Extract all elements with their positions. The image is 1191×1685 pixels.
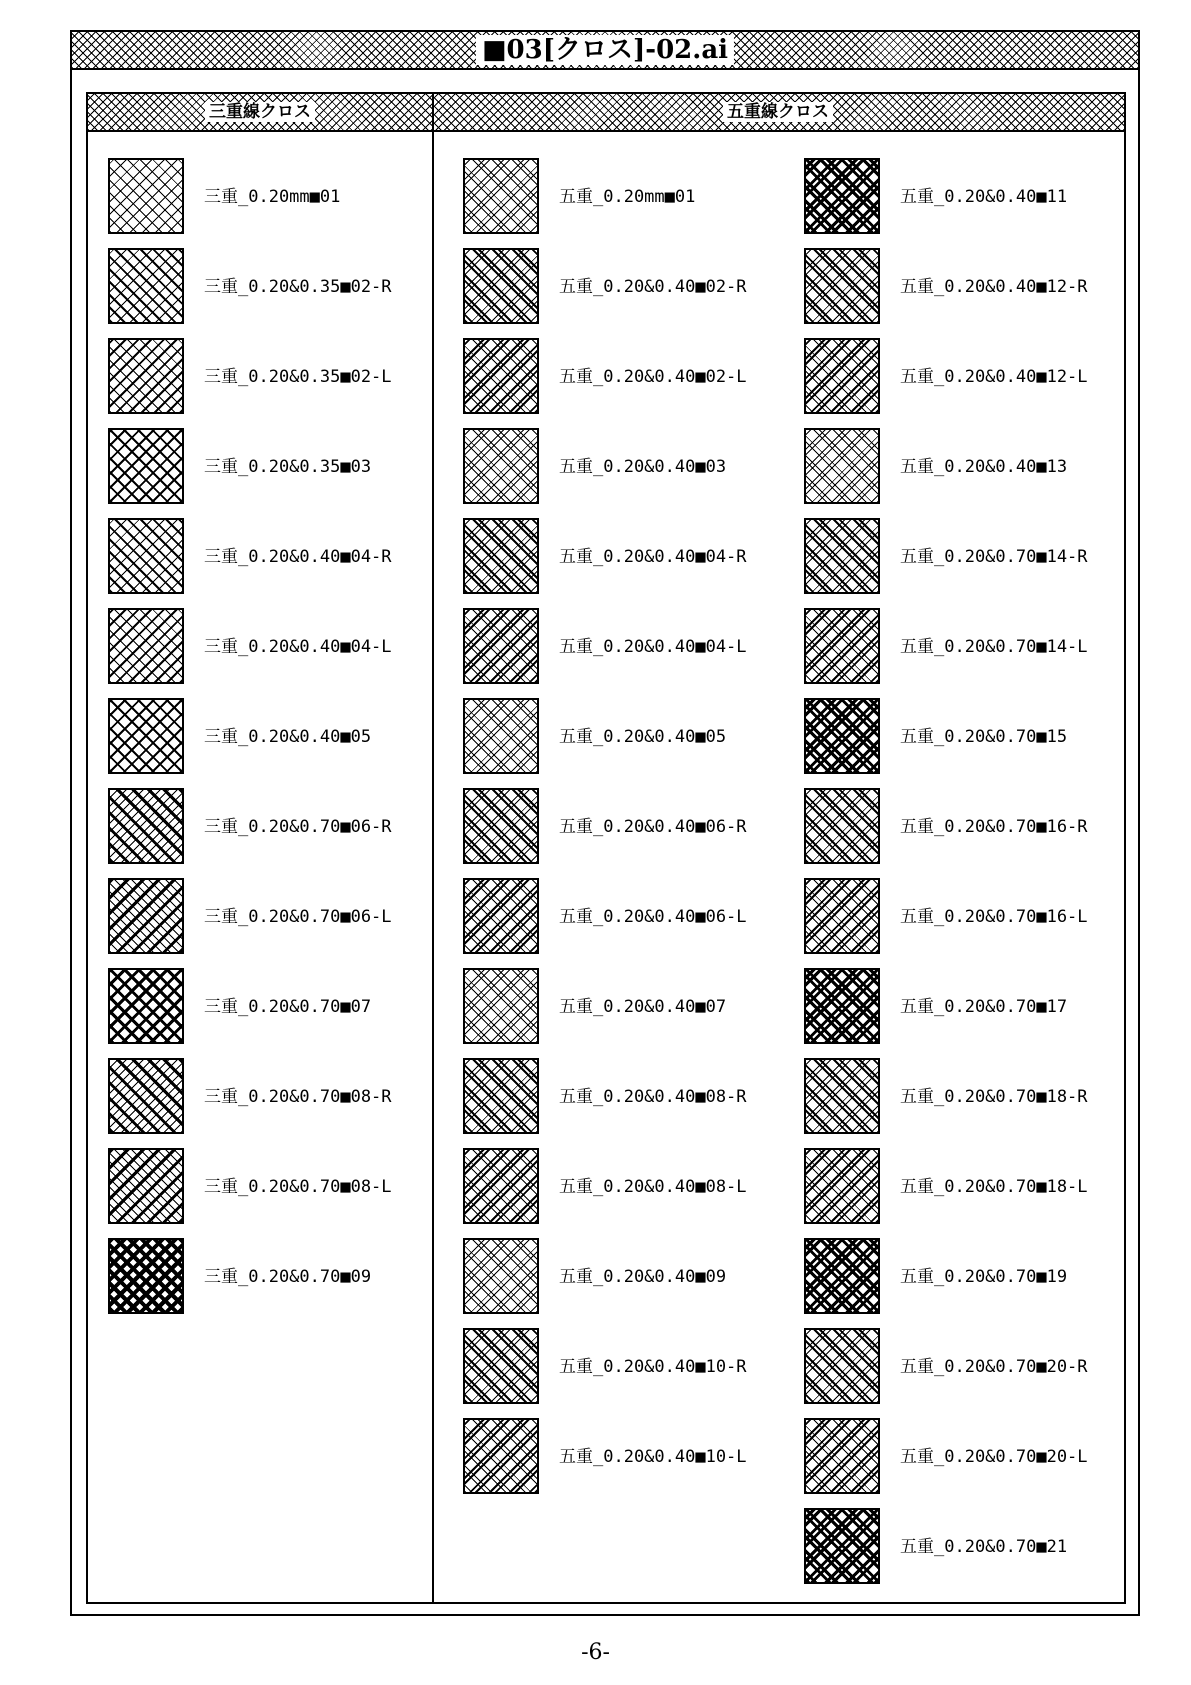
swatch-item <box>108 608 428 688</box>
swatch-item <box>804 968 1124 1048</box>
pattern-swatch <box>463 878 539 954</box>
pattern-swatch <box>463 158 539 234</box>
page-number: -6- <box>581 1640 610 1665</box>
pattern-label: 五重_0.20&0.40■10-L <box>559 1447 747 1467</box>
pattern-label: 三重_0.20&0.35■03 <box>204 457 372 477</box>
pattern-label: 五重_0.20&0.70■14-L <box>900 637 1088 657</box>
pattern-swatch <box>804 338 880 414</box>
pattern-swatch <box>463 788 539 864</box>
pattern-swatch <box>463 1058 539 1134</box>
pattern-label: 三重_0.20&0.70■07 <box>204 997 372 1017</box>
swatch-item <box>804 608 1124 688</box>
pattern-label: 五重_0.20&0.40■10-R <box>559 1357 747 1377</box>
pattern-label: 五重_0.20&0.70■17 <box>900 997 1068 1017</box>
pattern-label: 五重_0.20mm■01 <box>559 187 696 207</box>
pattern-label: 三重_0.20&0.70■09 <box>204 1267 372 1287</box>
pattern-label: 五重_0.20&0.40■02-R <box>559 277 747 297</box>
pattern-swatch <box>108 158 184 234</box>
pattern-label: 三重_0.20&0.35■02-L <box>204 367 392 387</box>
swatch-item <box>108 1058 428 1138</box>
pattern-label: 三重_0.20&0.40■04-R <box>204 547 392 567</box>
pattern-label: 五重_0.20&0.70■19 <box>900 1267 1068 1287</box>
pattern-swatch <box>463 1418 539 1494</box>
swatch-item <box>108 518 428 598</box>
document-title: ■03[クロス]-02.ai <box>476 35 734 65</box>
swatch-item <box>463 518 783 598</box>
pattern-label: 五重_0.20&0.40■04-R <box>559 547 747 567</box>
pattern-swatch <box>804 1508 880 1584</box>
swatch-item <box>804 1418 1124 1498</box>
pattern-swatch <box>108 428 184 504</box>
pattern-swatch <box>463 248 539 324</box>
pattern-label: 五重_0.20&0.40■08-L <box>559 1177 747 1197</box>
pattern-label: 五重_0.20&0.70■14-R <box>900 547 1088 567</box>
pattern-swatch <box>804 968 880 1044</box>
five-line-cross-header <box>432 94 1124 132</box>
swatch-item <box>108 1238 428 1318</box>
pattern-label: 五重_0.20&0.70■20-L <box>900 1447 1088 1467</box>
swatch-item <box>804 1058 1124 1138</box>
pattern-swatch <box>108 608 184 684</box>
swatch-item <box>108 788 428 868</box>
swatch-item <box>804 1508 1124 1588</box>
triple-line-cross-title: 三重線クロス <box>205 102 315 122</box>
pattern-label: 五重_0.20&0.40■05 <box>559 727 727 747</box>
swatch-item <box>463 1058 783 1138</box>
swatch-item <box>463 878 783 958</box>
pattern-label: 五重_0.20&0.70■16-R <box>900 817 1088 837</box>
swatch-item <box>463 1148 783 1228</box>
swatch-item <box>804 248 1124 328</box>
swatch-item <box>463 968 783 1048</box>
pattern-label: 三重_0.20&0.70■08-L <box>204 1177 392 1197</box>
pattern-swatch <box>463 698 539 774</box>
pattern-swatch <box>804 1148 880 1224</box>
pattern-label: 三重_0.20&0.70■06-L <box>204 907 392 927</box>
pattern-label: 五重_0.20&0.40■12-R <box>900 277 1088 297</box>
swatch-item <box>463 788 783 868</box>
catalog-frame <box>70 30 1140 1616</box>
pattern-swatch <box>108 698 184 774</box>
swatch-item <box>463 428 783 508</box>
swatch-item <box>463 1328 783 1408</box>
pattern-swatch <box>108 518 184 594</box>
pattern-swatch <box>463 518 539 594</box>
pattern-swatch <box>463 1148 539 1224</box>
pattern-swatch <box>463 608 539 684</box>
pattern-swatch <box>804 1238 880 1314</box>
swatch-item <box>804 1238 1124 1318</box>
pattern-swatch <box>108 338 184 414</box>
swatch-item <box>108 158 428 238</box>
pattern-swatch <box>804 698 880 774</box>
pattern-label: 三重_0.20&0.70■06-R <box>204 817 392 837</box>
swatch-item <box>108 428 428 508</box>
swatch-item <box>463 158 783 238</box>
pattern-swatch <box>463 338 539 414</box>
pattern-label: 五重_0.20&0.70■20-R <box>900 1357 1088 1377</box>
pattern-label: 五重_0.20&0.40■02-L <box>559 367 747 387</box>
pattern-label: 五重_0.20&0.40■09 <box>559 1267 727 1287</box>
pattern-swatch <box>463 1238 539 1314</box>
pattern-label: 三重_0.20&0.40■04-L <box>204 637 392 657</box>
swatch-item <box>108 1148 428 1228</box>
pattern-swatch <box>463 968 539 1044</box>
pattern-swatch <box>804 608 880 684</box>
pattern-swatch <box>804 428 880 504</box>
swatch-item <box>463 338 783 418</box>
five-line-cross-title: 五重線クロス <box>723 102 833 122</box>
pattern-swatch <box>108 788 184 864</box>
swatch-item <box>804 1328 1124 1408</box>
pattern-label: 五重_0.20&0.40■12-L <box>900 367 1088 387</box>
swatch-item <box>804 1148 1124 1228</box>
pattern-swatch <box>804 518 880 594</box>
pattern-swatch <box>463 428 539 504</box>
pattern-swatch <box>804 788 880 864</box>
pattern-label: 五重_0.20&0.70■21 <box>900 1537 1068 1557</box>
swatch-table <box>86 92 1126 1604</box>
swatch-item <box>463 608 783 688</box>
swatch-item <box>108 698 428 778</box>
pattern-label: 五重_0.20&0.70■18-L <box>900 1177 1088 1197</box>
pattern-swatch <box>108 1238 184 1314</box>
pattern-label: 五重_0.20&0.40■11 <box>900 187 1068 207</box>
swatch-item <box>804 338 1124 418</box>
pattern-label: 五重_0.20&0.40■06-R <box>559 817 747 837</box>
pattern-label: 三重_0.20mm■01 <box>204 187 341 207</box>
swatch-item <box>804 158 1124 238</box>
pattern-swatch <box>804 878 880 954</box>
pattern-swatch <box>804 1418 880 1494</box>
pattern-label: 五重_0.20&0.40■08-R <box>559 1087 747 1107</box>
pattern-label: 五重_0.20&0.40■07 <box>559 997 727 1017</box>
pattern-swatch <box>463 1328 539 1404</box>
swatch-item <box>108 968 428 1048</box>
pattern-label: 五重_0.20&0.70■18-R <box>900 1087 1088 1107</box>
swatch-item <box>108 338 428 418</box>
swatch-item <box>463 248 783 328</box>
pattern-label: 五重_0.20&0.40■13 <box>900 457 1068 477</box>
pattern-swatch <box>108 878 184 954</box>
pattern-label: 五重_0.20&0.40■03 <box>559 457 727 477</box>
pattern-label: 五重_0.20&0.70■16-L <box>900 907 1088 927</box>
swatch-item <box>463 1418 783 1498</box>
swatch-item <box>108 248 428 328</box>
swatch-item <box>463 698 783 778</box>
swatch-item <box>804 878 1124 958</box>
pattern-label: 三重_0.20&0.40■05 <box>204 727 372 747</box>
pattern-swatch <box>804 248 880 324</box>
pattern-swatch <box>108 1148 184 1224</box>
column-divider <box>432 94 434 1602</box>
triple-line-cross-header <box>88 94 432 132</box>
swatch-item <box>463 1238 783 1318</box>
swatch-item <box>804 518 1124 598</box>
pattern-label: 三重_0.20&0.35■02-R <box>204 277 392 297</box>
swatch-item <box>804 788 1124 868</box>
pattern-swatch <box>108 1058 184 1134</box>
pattern-swatch <box>804 1058 880 1134</box>
title-bar <box>72 32 1138 70</box>
swatch-item <box>108 878 428 958</box>
pattern-swatch <box>108 248 184 324</box>
swatch-item <box>804 428 1124 508</box>
pattern-swatch <box>804 1328 880 1404</box>
pattern-label: 五重_0.20&0.40■06-L <box>559 907 747 927</box>
pattern-swatch <box>108 968 184 1044</box>
swatch-item <box>804 698 1124 778</box>
pattern-swatch <box>804 158 880 234</box>
pattern-label: 五重_0.20&0.70■15 <box>900 727 1068 747</box>
pattern-label: 五重_0.20&0.40■04-L <box>559 637 747 657</box>
pattern-label: 三重_0.20&0.70■08-R <box>204 1087 392 1107</box>
